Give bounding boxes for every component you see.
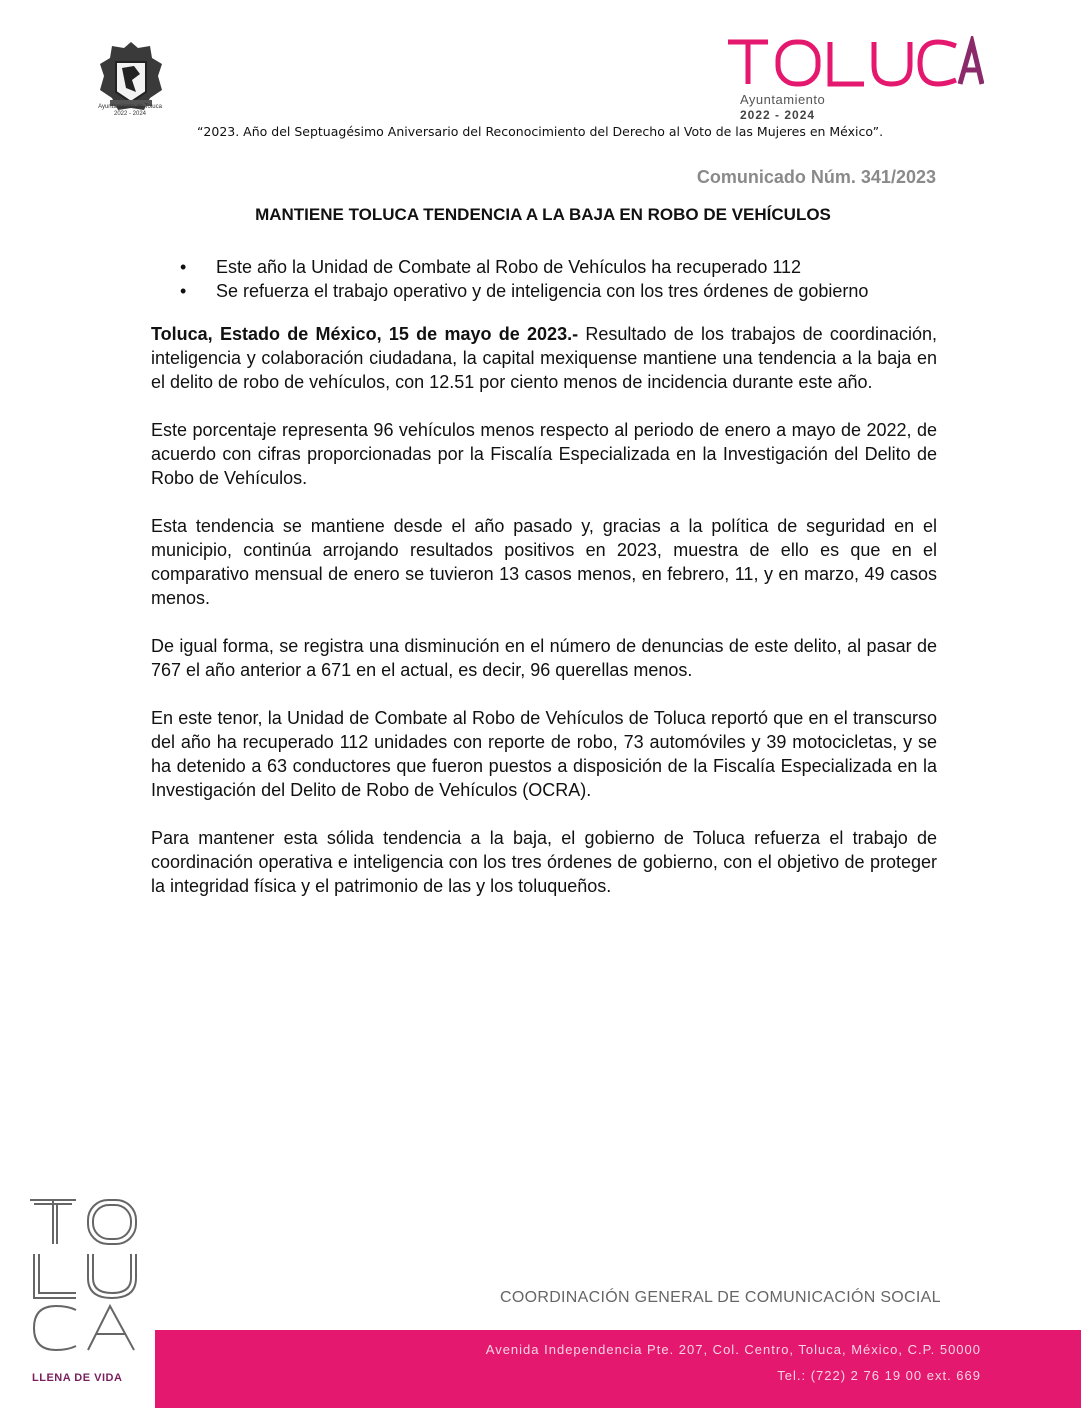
coordination-office: COORDINACIÓN GENERAL DE COMUNICACIÓN SOCIAL — [500, 1289, 941, 1306]
key-points-list — [180, 255, 960, 303]
administration-years: 2022 - 2024 — [740, 108, 816, 122]
release-number: Comunicado Núm. 341/2023 — [696, 167, 936, 187]
paragraph: Este porcentaje representa 96 vehículos menos respecto al periodo de enero a mayo de 2022, de acuerdo con cifras proporcionadas por la Fiscalía Especializada en la Investigación del Delito de Robo de Vehículos. — [151, 420, 937, 488]
paragraph: Esta tendencia se mantiene desde el año pasado y, gracias a la política de seguridad en el municipio, continúa arrojando resultados positivos en 2023, muestra de ello es que en el comparativo mensual de enero se tuvieron 13 casos menos, en febrero, 11, y en marzo, 49 casos menos. — [151, 516, 937, 608]
footer-tagline: LLENA DE VIDA — [32, 1372, 123, 1384]
release-body — [151, 322, 937, 922]
bullet-icon: • — [180, 281, 187, 301]
toluca-stacked-logo — [26, 1192, 142, 1362]
paragraph: De igual forma, se registra una disminución en el número de denuncias de este delito, al pasar de 767 el año anterior a 671 en el actual, es decir, 96 querellas menos. — [151, 636, 937, 680]
footer-phone: Tel.: (722) 2 76 19 00 ext. 669 — [777, 1368, 981, 1383]
toluca-logo — [724, 36, 984, 88]
year-motto: “2023. Año del Septuagésimo Aniversario del Reconocimiento del Derecho al Voto de las Mujeres en México”. — [196, 124, 884, 139]
dateline: Toluca, Estado de México, 15 de mayo de 2023.- — [151, 324, 579, 344]
emblem-caption: Ayuntamiento de Toluca 2022 - 2024 — [98, 104, 162, 117]
key-point: • Este año la Unidad de Combate al Robo de Vehículos ha recuperado 112 — [180, 257, 802, 277]
paragraph: Para mantener esta sólida tendencia a la baja, el gobierno de Toluca refuerza el trabajo de coordinación operativa e inteligencia con los tres órdenes de gobierno, con el objetivo de proteger la integridad física y el patrimonio de las y los toluqueños. — [151, 828, 937, 896]
key-point: • Se refuerza el trabajo operativo y de inteligencia con los tres órdenes de gobierno — [180, 281, 869, 301]
bullet-icon: • — [180, 257, 187, 277]
ayuntamiento-label: Ayuntamiento — [740, 92, 826, 107]
footer-address: Avenida Independencia Pte. 207, Col. Centro, Toluca, México, C.P. 50000 — [485, 1342, 981, 1357]
paragraph-lead: Toluca, Estado de México, 15 de mayo de 2023.- Resultado de los trabajos de coordinación, inteligencia y colaboración ciudadana, la capital mexiquense mantiene una tendencia a la baja en el delito de robo de vehículos, con 12.51 por ciento menos de incidencia durante este año. — [151, 324, 937, 392]
release-headline: MANTIENE TOLUCA TENDENCIA A LA BAJA EN ROBO DE VEHÍCULOS — [255, 205, 831, 224]
paragraph: En este tenor, la Unidad de Combate al Robo de Vehículos de Toluca reportó que en el transcurso del año ha recuperado 112 unidades con reporte de robo, 73 automóviles y 39 motocicletas, y se ha detenido a 63 conductores que fueron puestos a disposición de la Fiscalía Especializada en la Investigación del Delito de Robo de Vehículos (OCRA). — [151, 708, 937, 800]
